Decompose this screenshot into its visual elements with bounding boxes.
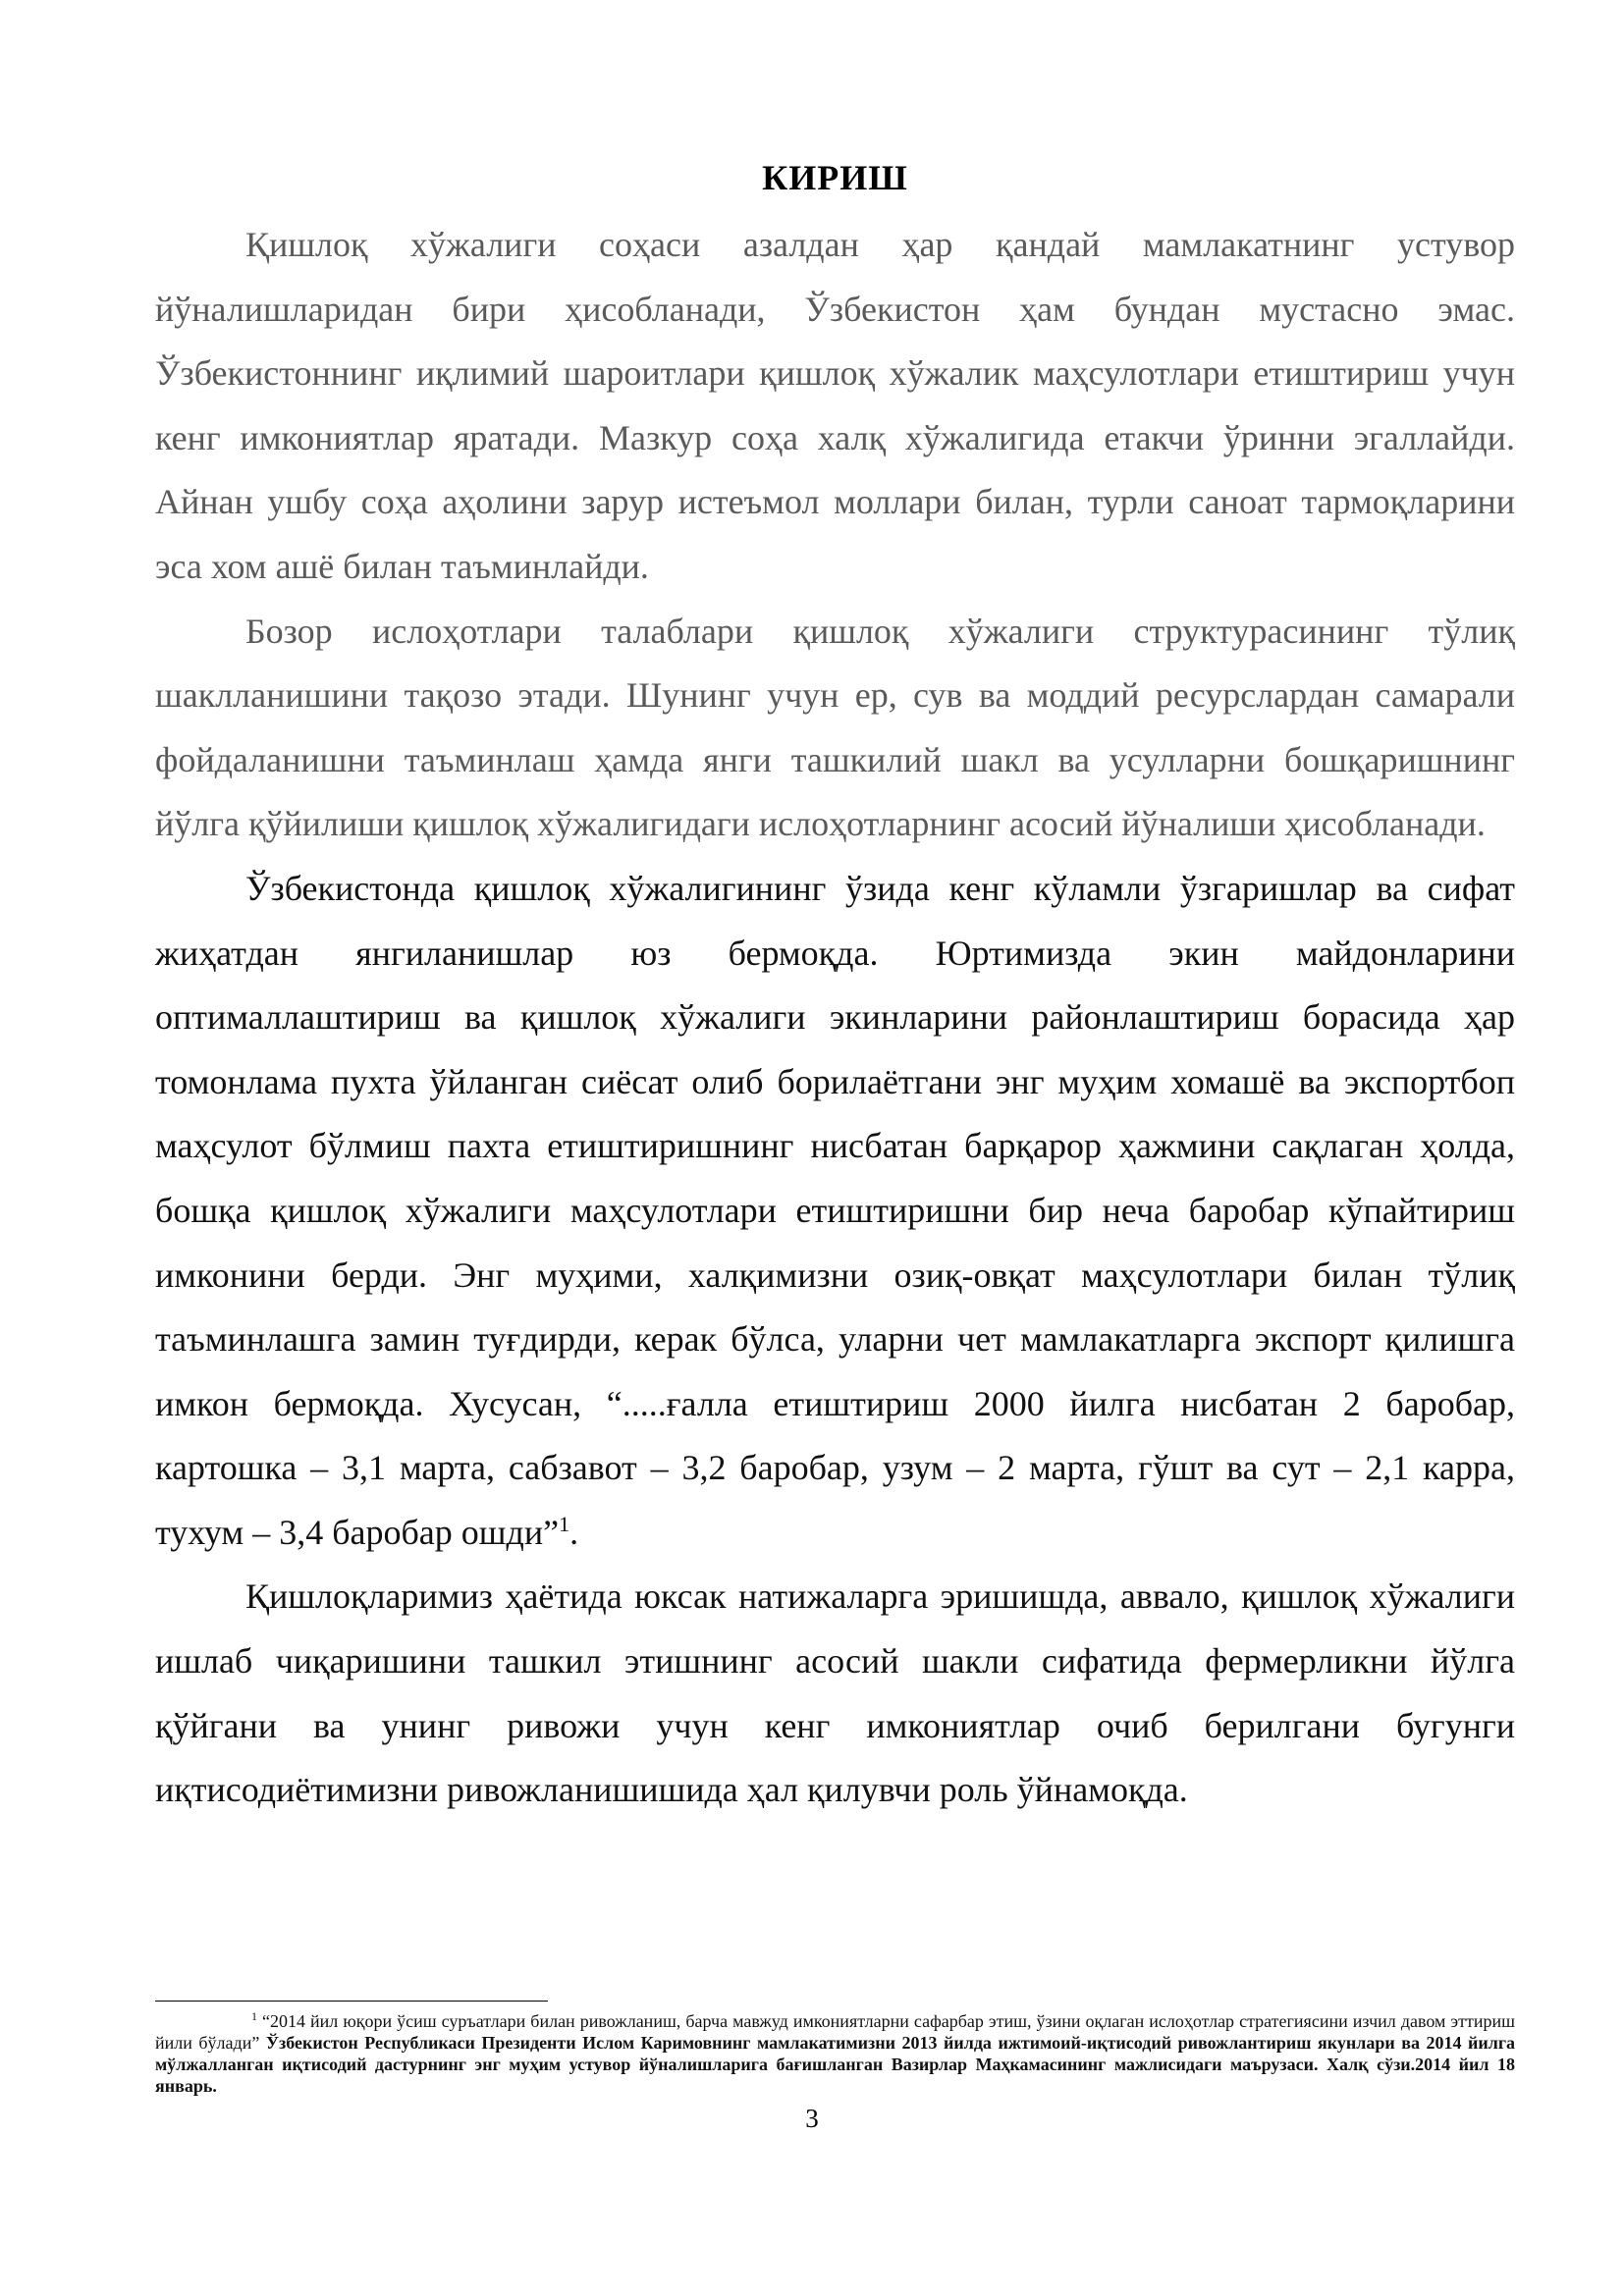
paragraph-4: Қишлоқларимиз ҳаётида юксак натижаларга эришишда, аввало, қишлоқ хўжалиги ишлаб чиқаришини ташкил этишнинг асосий шакли сифатида фермерликни йўлга қўйгани ва унинг ривожи учун кенг имкониятлар очиб берилгани бугунги иқтисодиётимизни ривожланишишида ҳал қилувчи роль ўйнамоқда. [155, 1576, 1515, 1810]
footnote-number: 1 [251, 2009, 257, 2023]
paragraph-3-text: Ўзбекистонда қишлоқ хўжалигининг ўзида кенг кўламли ўзгаришлар ва сифат жиҳатдан янгиланишлар юз бермоқда. Юртимизда экин майдонларини оптималлаштириш ва қишлоқ хўжалиги экинларини районлаштириш борасида ҳар томонлама пухта ўйланган сиёсат олиб борилаётгани энг муҳим хомашё ва экспортбоп маҳсулот бўлмиш пахта етиштиришнинг нисбатан барқарор ҳажмини сақлаган ҳолда, бошқа қишлоқ хўжалиги маҳсулотлари етиштиришни бир неча баробар кўпайтириш имконини берди. Энг муҳими, халқимизни озиқ-овқат маҳсулотлари билан тўлиқ таъминлашга замин туғдирди, керак бўлса, уларни чет мамлакатларга экспорт қилишга имкон бермоқда. Хусусан, “.....ғалла етиштириш 2000 йилга нисбатан 2 баробар, картошка – 3,1 марта, сабзавот – 3,2 баробар, узум – 2 марта, гўшт ва сут – 2,1 карра, тухум – 3,4 баробар ошди” [155, 868, 1515, 1552]
footnote [155, 2010, 1515, 2097]
paragraph-2: Бозор ислоҳотлари талаблари қишлоқ хўжалиги структурасининг тўлиқ шаклланишини тақозо этади. Шунинг учун ер, сув ва моддий ресурслардан самарали фойдаланишни таъминлаш ҳамда янги ташкилий шакл ва усулларни бошқаришнинг йўлга қўйилиши қишлоқ хўжалигидаги ислоҳотларнинг асосий йўналиши ҳисобланади. [155, 611, 1515, 844]
paragraph-3 [155, 857, 1515, 1566]
footnote-reference[interactable]: 1 [559, 1511, 570, 1536]
page-title: КИРИШ [762, 158, 908, 197]
footnote-source: Ўзбекистон Республикаси Президенти Ислом Каримовнинг мамлакатимизни 2013 йилда ижтимоий-иқтисодий ривожлантириш якунлари ва 2014 йилга мўлжалланган иқтисодий дастурнинг энг муҳим устувор йўналишларига бағишланган Вазирлар Маҳкамасининг мажлисидаги маърузаси. Халқ сўзи.2014 йил 18 январь. [155, 2033, 1515, 2096]
paragraph-3-tail: . [569, 1512, 579, 1552]
footnote-quote: “2014 йил юқори ўсиш суръатлари билан ривожланиш, барча мавжуд имкониятларни сафарбар этиш, ўзини оқлаган ислоҳотлар стратегиясини изчил давом эттириш йили бўлади” [155, 2011, 1515, 2053]
page-number: 3 [805, 2104, 819, 2133]
paragraph-1: Қишлоқ хўжалиги соҳаси азалдан ҳар қандай мамлакатнинг устувор йўналишларидан бири ҳисобланади, Ўзбекистон ҳам бундан мустасно эмас. Ўзбекистоннинг иқлимий шароитлари қишлоқ хўжалик маҳсулотлари етиштириш учун кенг имкониятлар яратади. Мазкур соҳа халқ хўжалигида етакчи ўринни эгаллайди. Айнан ушбу соҳа аҳолини зарур истеъмол моллари билан, турли саноат тармоқларини эса хом ашё билан таъминлайди. [155, 225, 1515, 586]
document-page [155, 152, 1515, 1823]
footnote-separator [155, 2001, 548, 2002]
